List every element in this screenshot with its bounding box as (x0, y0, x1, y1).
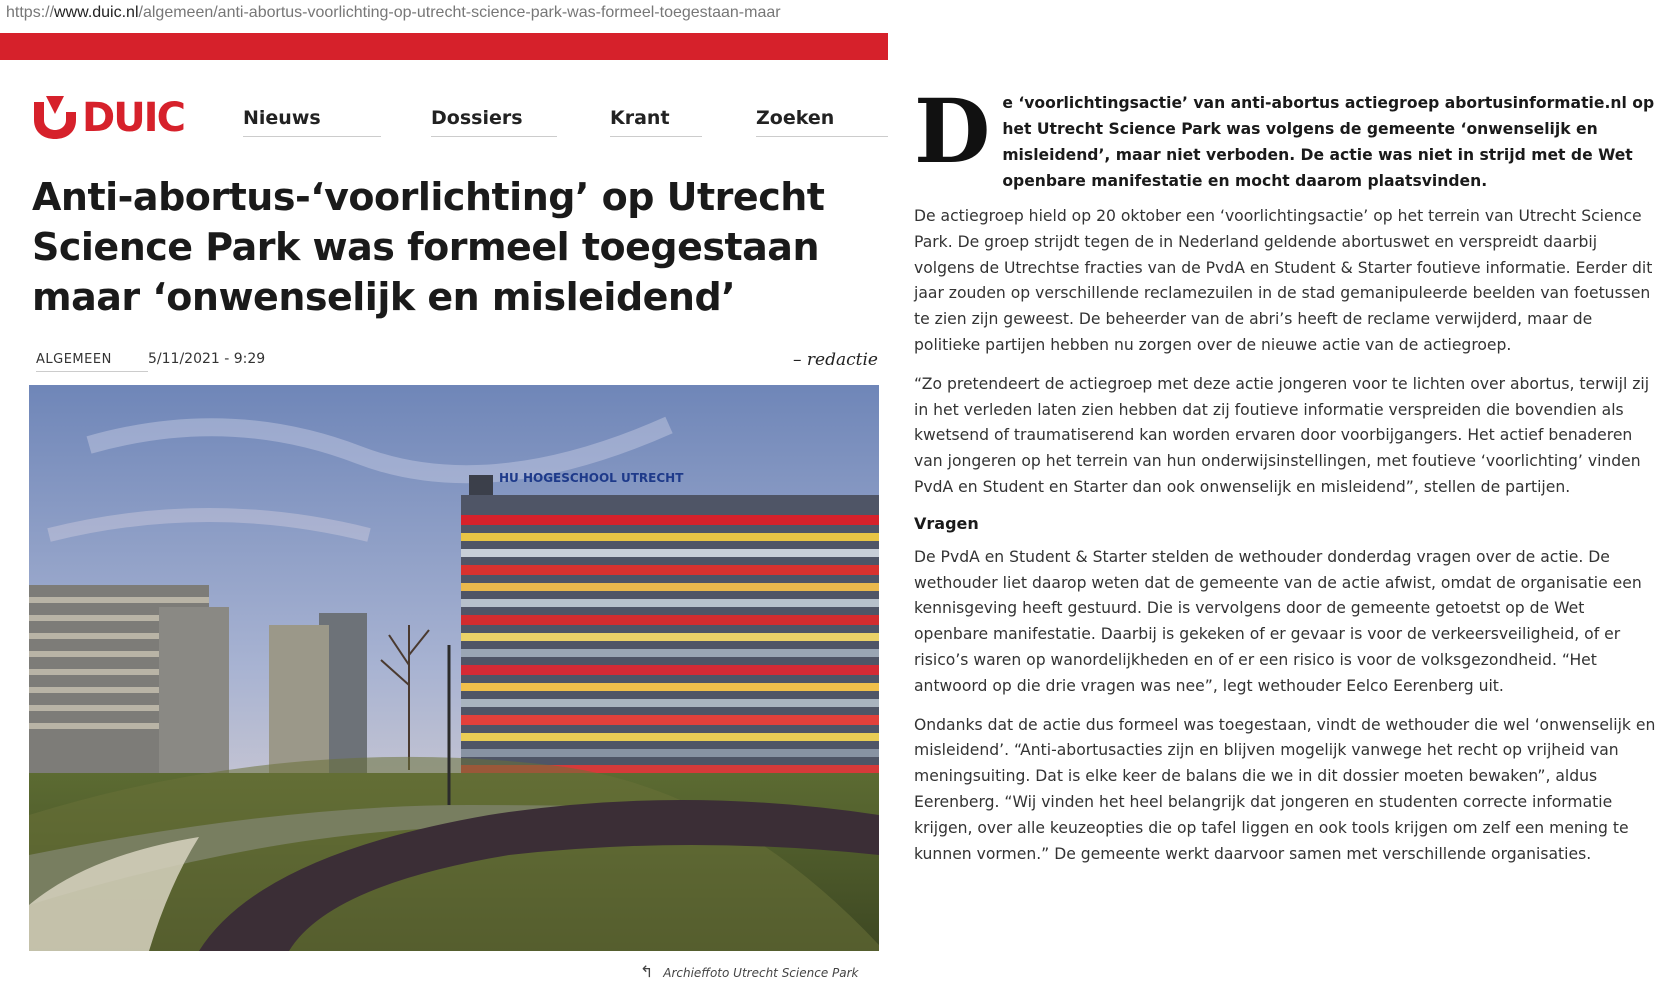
article-meta (0, 350, 888, 374)
nav-item-zoeken[interactable]: Zoeken (756, 104, 888, 137)
image-caption (640, 962, 859, 981)
publish-date: 5/11/2021 - 9:29 (148, 351, 266, 367)
url-prefix: https:// (6, 4, 55, 21)
paragraph-4: Ondanks dat de actie dus formeel was toegestaan, vindt de wethouder die wel ‘onwenselijk en misleidend’. “Anti-abortusacties zijn en blijven mogelijk vanwege het recht op vrijheid van meningsuiting. Dat is elke keer de balans die we in dit dossier moeten bewaken”, aldus Eerenberg. “Wij vinden het heel belangrijk dat jongeren en studenten correcte informatie krijgen, over alle keuzeopties die op tafel liggen en ook tools krijgen om zelf een mening te kunnen vormen.” De gemeente werkt daarvoor samen met verschillende organisaties. (914, 715, 1656, 863)
logo-wordmark: DUIC (82, 95, 184, 141)
drop-cap: D (914, 79, 991, 183)
nav-item-nieuws[interactable]: Nieuws (243, 104, 381, 137)
article-body (914, 79, 1658, 880)
paragraph-3: De PvdA en Student & Starter stelden de wethouder donderdag vragen over de actie. De wethouder liet daarop weten dat de gemeente van de actie afwist, omdat de organisatie een kennisgeving heeft gestuurd. Die is vervolgens door de gemeente getoetst op de Wet openbare manifestatie. Daarbij is gekeken of er gevaar is voor de verkeersveiligheid, of er risico’s waren op wanordelijkheden en of er een risico is voor de volksgezondheid. “Het antwoord op die drie vragen was nee”, legt wethouder Eelco Eerenberg uit. (914, 547, 1642, 695)
address-bar[interactable] (0, 0, 866, 28)
site-header-band (0, 33, 888, 60)
site-logo[interactable] (32, 96, 184, 140)
caption-text: Archieffoto Utrecht Science Park (663, 966, 859, 980)
paragraph-2: “Zo pretendeert de actiegroep met deze actie jongeren voor te lichten over abortus, terwijl zij in het verleden laten zien hebben dat zij foutieve informatie verspreiden die bovendien als kwetsend of traumatiserend kan worden ervaren door voorbijgangers. Het actief benaderen van jongeren op het terrein van hun onderwijsinstellingen, met foutieve ‘voorlichting’ vinden PvdA en Student en Starter dan ook onwenselijk en misleidend”, stellen de partijen. (914, 374, 1650, 496)
return-arrow-icon: ↰ (640, 962, 654, 981)
nav-item-dossiers[interactable]: Dossiers (431, 104, 557, 137)
article-headline: Anti-abortus-‘voorlichting’ op Utrecht Science Park was formeel toegestaan maar ‘onwenselijk en misleidend’ (32, 175, 825, 319)
category-link[interactable]: ALGEMEEN (36, 352, 148, 372)
paragraph-1: De actiegroep hield op 20 oktober een ‘voorlichtingsactie’ op het terrein van Utrecht Science Park. De groep strijdt tegen de in Nederland geldende abortuswet en verspreidt daarbij volgens de Utrechtse fracties van de PvdA en Student & Starter foutieve informatie. Eerder dit jaar zouden op verschillende reclamezuilen in de stad gemanipuleerde beelden van foetussen te zien zijn geweest. De beheerder van de abri’s heeft de reclame verwijderd, maar de politieke partijen hebben nu zorgen over de nieuwe actie van de actiegroep. (914, 207, 1653, 354)
duic-logo-icon (32, 96, 80, 140)
hero-image (29, 385, 879, 951)
article-lead (914, 79, 1658, 194)
lead-text: e ‘voorlichtingsactie’ van anti-abortus actiegroep abortusinformatie.nl op het Utrecht Science Park was volgens de gemeente ‘onwenselijk en misleidend’, maar niet verboden. De actie was niet in strijd met de Wet openbare manifestatie en mocht daarom plaatsvinden. (1002, 94, 1655, 190)
building-sign: HU HOGESCHOOL UTRECHT (499, 471, 684, 485)
nav-item-krant[interactable]: Krant (610, 104, 702, 137)
author-link[interactable]: – redactie (793, 350, 878, 370)
url-host: www.duic.nl (54, 4, 139, 21)
section-heading-vragen: Vragen (914, 513, 979, 533)
url-path: /algemeen/anti-abortus-voorlichting-op-utrecht-science-park-was-formeel-toegestaan-maar (138, 4, 781, 21)
